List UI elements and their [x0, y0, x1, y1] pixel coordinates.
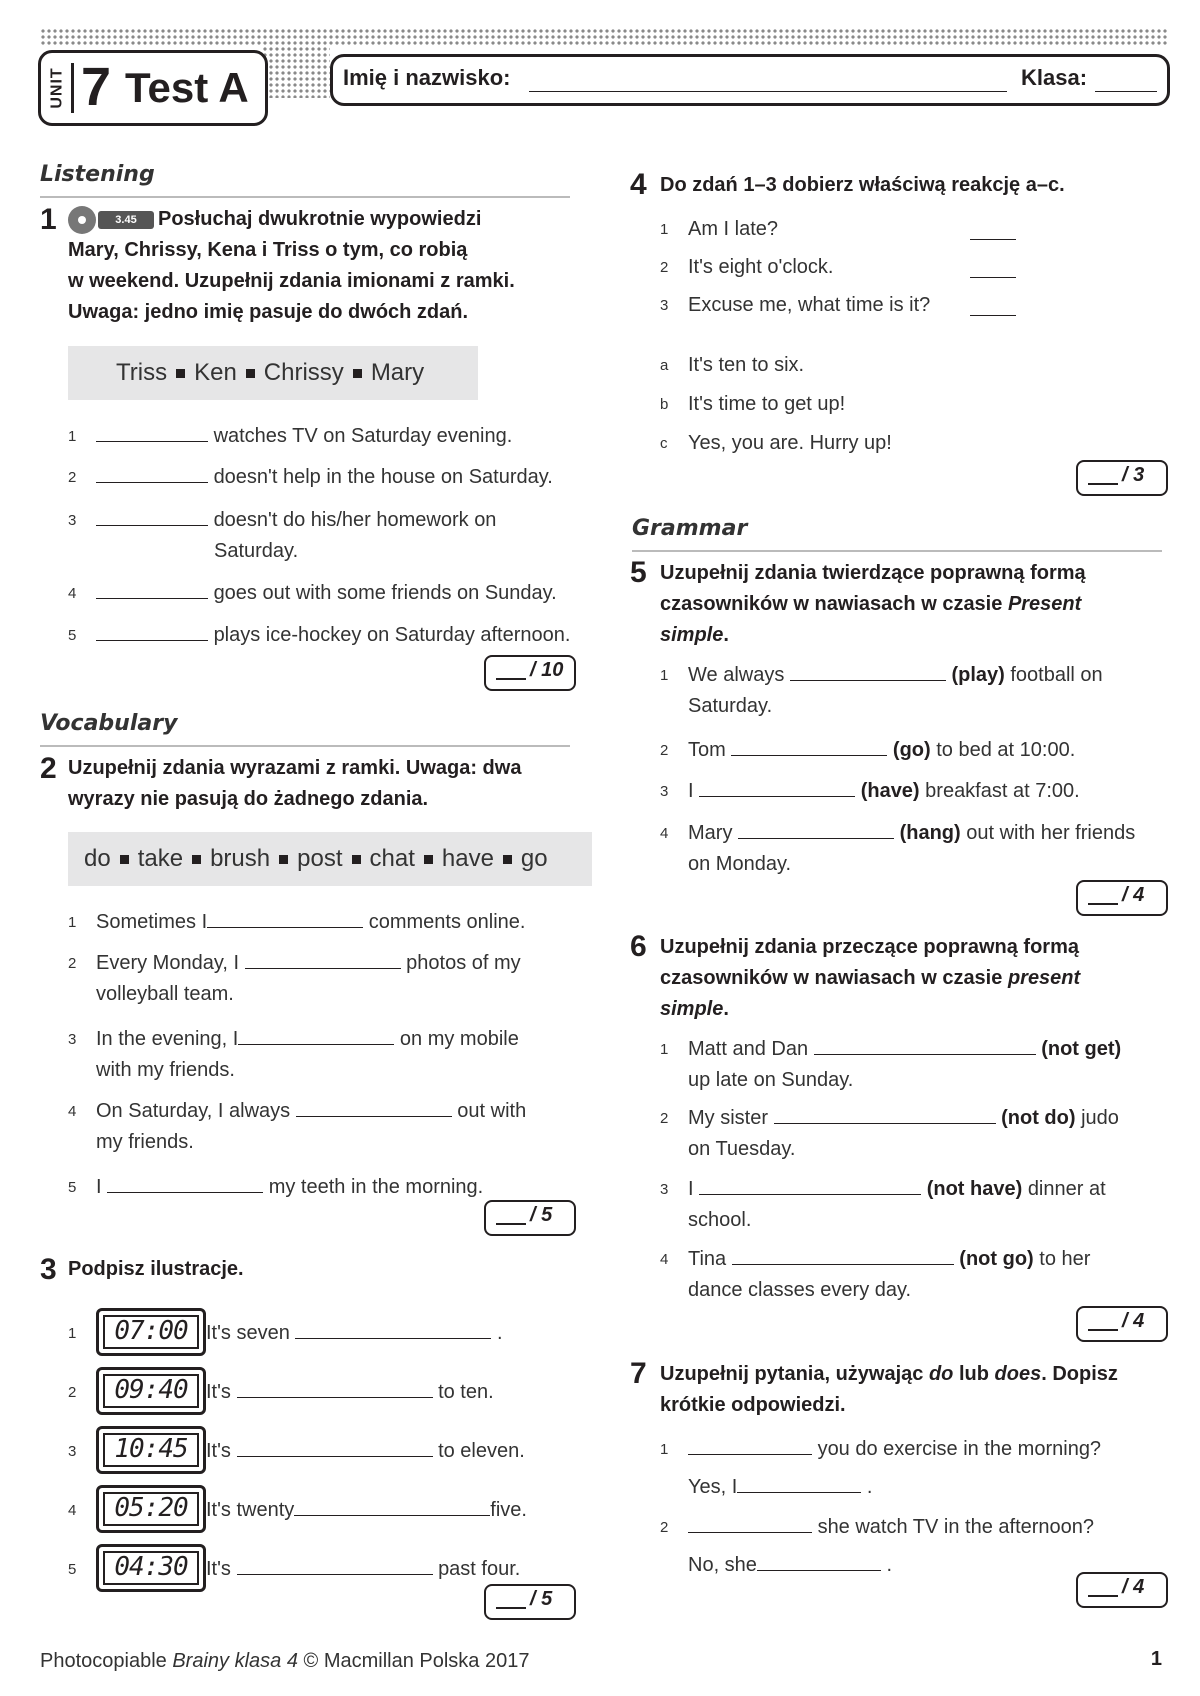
item-text: to eleven.: [438, 1440, 525, 1462]
item-text: Tom: [688, 739, 726, 761]
q6-number: 6: [630, 930, 647, 963]
page-number: 1: [1150, 1648, 1162, 1670]
q4-answer-text: Yes, you are. Hurry up!: [688, 432, 892, 454]
item-number: 2: [68, 1384, 77, 1401]
instruction-italic: simple: [660, 624, 724, 646]
item-text: Every Monday, I: [96, 952, 240, 974]
item-number: 4: [68, 585, 77, 602]
q4-answer-text: It's ten to six.: [688, 354, 805, 376]
word-separator: [246, 369, 255, 378]
item-number: 3: [68, 512, 77, 529]
digital-clock: [96, 1426, 206, 1474]
audio-cd-icon[interactable]: [68, 206, 96, 234]
score-text: / 4: [1122, 884, 1145, 906]
q7-number: 7: [630, 1357, 647, 1390]
q1-item: [96, 578, 557, 609]
item-number: 2: [660, 742, 669, 759]
name-field[interactable]: [529, 91, 1007, 92]
q6-instruction-line2: [660, 963, 1080, 994]
item-text: .: [886, 1554, 893, 1576]
item-number: 3: [68, 1443, 77, 1460]
section-divider: [632, 550, 1162, 552]
q4-item-text: Excuse me, what time is it?: [688, 294, 931, 316]
word-separator: [424, 855, 433, 864]
item-text-cont: Saturday.: [688, 695, 773, 717]
item-text: I: [688, 780, 694, 802]
item-number: 2: [68, 469, 77, 486]
answer-blank[interactable]: [96, 423, 208, 442]
item-number: 4: [660, 825, 669, 842]
item-text: It's twenty: [206, 1499, 295, 1521]
item-text: We always: [688, 664, 785, 686]
q2-item: [96, 907, 525, 938]
instruction-italic: simple: [660, 998, 724, 1020]
item-text-cont: on Monday.: [688, 853, 792, 875]
q5-instruction-line3: simple.: [660, 624, 729, 646]
item-text: comments online.: [368, 911, 526, 933]
score-text: / 4: [1122, 1576, 1145, 1598]
q2-score-box: [484, 1200, 576, 1236]
section-divider: [40, 196, 570, 198]
q3-item: [206, 1318, 503, 1349]
answer-blank[interactable]: [295, 1320, 491, 1339]
item-text: to her: [1039, 1248, 1091, 1270]
answer-blank[interactable]: [970, 221, 1016, 240]
item-text: doesn't help in the house on Saturday.: [213, 466, 553, 488]
score-text: / 5: [530, 1204, 553, 1226]
header-dot-pattern: [40, 28, 1168, 46]
item-text: It's: [206, 1440, 231, 1462]
q3-instruction: Podpisz ilustracje.: [68, 1258, 244, 1280]
answer-blank[interactable]: [699, 1176, 921, 1195]
item-number: 3: [660, 783, 669, 800]
item-text: judo: [1081, 1107, 1119, 1129]
clock-time: 10:45: [103, 1433, 199, 1467]
item-text-cont: Saturday.: [214, 540, 299, 562]
word-separator: [120, 855, 129, 864]
item-text: My sister: [688, 1107, 768, 1129]
item-number: 5: [68, 1179, 77, 1196]
item-text-cont: with my friends.: [96, 1059, 235, 1081]
q2-instruction-line2: wyrazy nie pasują do żadnego zdania.: [68, 788, 429, 810]
footer-book-title: Brainy klasa 4: [172, 1650, 298, 1672]
item-text-cont: on Tuesday.: [688, 1138, 796, 1160]
answer-blank[interactable]: [790, 662, 946, 681]
answer-blank[interactable]: [774, 1105, 996, 1124]
answer-blank[interactable]: [207, 909, 363, 928]
item-text: Sometimes I: [96, 911, 208, 933]
clock-time: 05:20: [103, 1492, 199, 1526]
item-text: you do exercise in the morning?: [817, 1438, 1102, 1460]
q1-score-box: [484, 655, 576, 691]
item-text: past four.: [438, 1558, 521, 1580]
q1-word-box: [68, 346, 478, 400]
q6-score-box: [1076, 1306, 1168, 1342]
clock-time: 09:40: [103, 1374, 199, 1408]
verb-hint: (play): [951, 664, 1005, 686]
answer-blank[interactable]: [814, 1036, 1036, 1055]
q1-instruction-line4: Uwaga: jedno imię pasuje do dwóch zdań.: [68, 301, 469, 323]
word: go: [520, 845, 548, 872]
verb-hint: (not do): [1001, 1107, 1076, 1129]
verb-hint: (hang): [899, 822, 961, 844]
item-number: 3: [660, 1181, 669, 1198]
item-text: on my mobile: [399, 1028, 519, 1050]
item-text: In the evening, I: [96, 1028, 239, 1050]
item-number: 2: [660, 259, 669, 276]
q4-item-text: Am I late?: [688, 218, 779, 240]
item-text: Matt and Dan: [688, 1038, 809, 1060]
item-number: 1: [660, 221, 669, 238]
q7-answer: [688, 1550, 892, 1581]
q3-item: [206, 1495, 527, 1526]
q1-item: [96, 505, 496, 536]
item-text: my teeth in the morning.: [268, 1176, 484, 1198]
item-text: .: [496, 1322, 503, 1344]
q1-instruction-line1: Posłuchaj dwukrotnie wypowiedzi: [158, 208, 482, 230]
instruction-text: lub: [958, 1363, 989, 1385]
answer-blank[interactable]: [732, 1246, 954, 1265]
answer-blank[interactable]: [757, 1552, 881, 1571]
item-text-cont: up late on Sunday.: [688, 1069, 854, 1091]
instruction-italic: does: [994, 1363, 1042, 1385]
item-text: Tina: [688, 1248, 727, 1270]
item-number: 5: [68, 1561, 77, 1578]
q4-number: 4: [630, 168, 647, 201]
word: brush: [210, 845, 271, 872]
section-grammar: Grammar: [632, 516, 748, 541]
q2-number: 2: [40, 752, 57, 785]
answer-blank[interactable]: [96, 464, 208, 483]
item-text: doesn't do his/her homework on: [213, 509, 497, 531]
verb-hint: (go): [892, 739, 931, 761]
q4-score-box: [1076, 460, 1168, 496]
item-number: 1: [68, 428, 77, 445]
digital-clock: [96, 1308, 206, 1356]
word: Mary: [370, 359, 425, 386]
clock-time: 04:30: [103, 1551, 199, 1585]
q2-word-box: [68, 832, 592, 886]
word: have: [441, 845, 494, 872]
item-text: photos of my: [406, 952, 521, 974]
q5-item: [688, 818, 1135, 849]
q5-instruction-line1: Uzupełnij zdania twierdzące poprawną formą: [660, 562, 1086, 584]
item-number: 3: [68, 1031, 77, 1048]
q5-item: [688, 660, 1103, 691]
q5-item: [688, 735, 1075, 766]
item-text: watches TV on Saturday evening.: [213, 425, 513, 447]
word: Triss: [116, 359, 168, 386]
header-dot-pattern-small: [262, 46, 330, 98]
item-text: I: [688, 1178, 694, 1200]
item-text: out with her friends: [966, 822, 1136, 844]
q3-score-box: [484, 1584, 576, 1620]
item-text: she watch TV in the afternoon?: [817, 1516, 1095, 1538]
answer-letter: b: [660, 396, 669, 413]
verb-hint: (not get): [1041, 1038, 1122, 1060]
q7-instruction-line1: [660, 1359, 1118, 1390]
q3-item: [206, 1377, 494, 1408]
q2-instruction-line1: Uzupełnij zdania wyrazami z ramki. Uwaga: dwa: [68, 757, 522, 779]
item-text: five.: [490, 1499, 527, 1521]
answer-blank[interactable]: [688, 1436, 812, 1455]
item-number: 2: [660, 1110, 669, 1127]
footer-text: Photocopiable: [40, 1650, 167, 1672]
item-text: breakfast at 7:00.: [925, 780, 1080, 802]
item-text: On Saturday, I always: [96, 1100, 291, 1122]
q1-instruction-line2: Mary, Chrissy, Kena i Triss o tym, co robią: [68, 239, 468, 261]
q5-instruction-line2: [660, 589, 1081, 620]
word: chat: [369, 845, 415, 872]
item-text-cont: dance classes every day.: [688, 1279, 912, 1301]
q7-answer: [688, 1472, 872, 1503]
score-text: / 10: [530, 659, 564, 681]
instruction-italic: Present: [1007, 593, 1082, 615]
verb-hint: (have): [860, 780, 920, 802]
digital-clock: [96, 1485, 206, 1533]
q7-score-box: [1076, 1572, 1168, 1608]
answer-blank[interactable]: [237, 1438, 433, 1457]
answer-blank[interactable]: [237, 1379, 433, 1398]
test-title: Test A: [125, 64, 249, 111]
q2-item: [96, 1024, 519, 1055]
instruction-text: czasowników w nawiasach w czasie: [660, 967, 1003, 989]
answer-blank[interactable]: [294, 1497, 490, 1516]
item-text: It's: [206, 1558, 231, 1580]
item-text: to bed at 10:00.: [936, 739, 1076, 761]
answer-blank[interactable]: [731, 737, 887, 756]
word: Chrissy: [263, 359, 344, 386]
unit-number: 7: [81, 57, 112, 117]
q1-item: [96, 462, 553, 493]
q2-item: [96, 1172, 483, 1203]
section-listening: Listening: [40, 162, 155, 187]
q6-instruction-line3: simple.: [660, 998, 729, 1020]
q6-item: [688, 1034, 1121, 1065]
q4-item-text: It's eight o'clock.: [688, 256, 834, 278]
digital-clock: [96, 1544, 206, 1592]
answer-blank[interactable]: [96, 580, 208, 599]
item-text: Yes, I: [688, 1476, 738, 1498]
footer-credit: [40, 1650, 529, 1673]
item-text-cont: volleyball team.: [96, 983, 234, 1005]
score-text: / 3: [1122, 464, 1145, 486]
q1-item: [96, 421, 512, 452]
word-separator: [176, 369, 185, 378]
score-text: / 5: [530, 1588, 553, 1610]
digital-clock: [96, 1367, 206, 1415]
item-number: 1: [660, 1041, 669, 1058]
verb-hint: (not go): [959, 1248, 1034, 1270]
footer-text: © Macmillan Polska 2017: [303, 1650, 530, 1672]
q5-item: [688, 776, 1080, 807]
item-text: plays ice-hockey on Saturday afternoon.: [213, 624, 571, 646]
item-text: No, she: [688, 1554, 757, 1576]
item-text: .: [866, 1476, 873, 1498]
item-number: 4: [68, 1103, 77, 1120]
item-text: It's: [206, 1381, 231, 1403]
answer-letter: c: [660, 435, 668, 452]
word-separator: [353, 369, 362, 378]
item-number: 4: [660, 1251, 669, 1268]
item-number: 5: [68, 627, 77, 644]
item-text: out with: [457, 1100, 527, 1122]
answer-blank[interactable]: [237, 1556, 433, 1575]
item-text-cont: school.: [688, 1209, 752, 1231]
answer-blank[interactable]: [970, 297, 1016, 316]
word-separator: [503, 855, 512, 864]
item-number: 2: [68, 955, 77, 972]
word: do: [84, 845, 111, 872]
instruction-italic: present: [1007, 967, 1081, 989]
q7-instruction-line2: krótkie odpowiedzi.: [660, 1394, 846, 1416]
answer-blank[interactable]: [96, 507, 208, 526]
item-number: 3: [660, 297, 669, 314]
word: Ken: [194, 359, 237, 386]
item-number: 1: [660, 667, 669, 684]
q1-number: 1: [40, 203, 57, 236]
item-text: to ten.: [438, 1381, 494, 1403]
item-text: It's seven: [206, 1322, 290, 1344]
item-text: dinner at: [1027, 1178, 1106, 1200]
q3-number: 3: [40, 1253, 57, 1286]
q5-score-box: [1076, 880, 1168, 916]
q3-item: [206, 1436, 525, 1467]
item-text: goes out with some friends on Sunday.: [213, 582, 557, 604]
word-separator: [279, 855, 288, 864]
answer-blank[interactable]: [107, 1174, 263, 1193]
unit-divider: [71, 63, 74, 113]
instruction-text: . Dopisz: [1041, 1363, 1118, 1385]
q3-item: [206, 1554, 520, 1585]
answer-blank[interactable]: [737, 1474, 861, 1493]
q6-instruction-line1: Uzupełnij zdania przeczące poprawną formą: [660, 936, 1079, 958]
q1-instruction-line3: w weekend. Uzupełnij zdania imionami z ramki.: [68, 270, 515, 292]
instruction-text: Uzupełnij pytania, używając: [660, 1363, 924, 1385]
class-field[interactable]: [1095, 91, 1157, 92]
word-separator: [192, 855, 201, 864]
word: take: [137, 845, 184, 872]
q4-instruction: Do zdań 1–3 dobierz właściwą reakcję a–c.: [660, 174, 1065, 196]
item-text-cont: my friends.: [96, 1131, 194, 1153]
section-vocabulary: Vocabulary: [40, 711, 178, 736]
answer-blank[interactable]: [238, 1026, 394, 1045]
name-label: Imię i nazwisko:: [343, 65, 511, 90]
answer-letter: a: [660, 357, 669, 374]
q2-item: [96, 1096, 526, 1127]
item-number: 1: [68, 1325, 77, 1342]
score-text: / 4: [1122, 1310, 1145, 1332]
item-text: Mary: [688, 822, 733, 844]
student-info-box: [330, 54, 1170, 106]
q7-question: [688, 1512, 1094, 1543]
word: post: [297, 845, 343, 872]
answer-blank[interactable]: [699, 778, 855, 797]
q6-item: [688, 1244, 1090, 1275]
q6-item: [688, 1174, 1106, 1205]
item-number: 1: [68, 914, 77, 931]
item-number: 2: [660, 1519, 669, 1536]
verb-hint: (not have): [926, 1178, 1023, 1200]
q7-question: [688, 1434, 1101, 1465]
section-divider: [40, 745, 570, 747]
answer-blank[interactable]: [688, 1514, 812, 1533]
answer-blank[interactable]: [296, 1098, 452, 1117]
item-text: I: [96, 1176, 102, 1198]
q5-number: 5: [630, 556, 647, 589]
class-label: Klasa:: [1021, 65, 1088, 90]
answer-blank[interactable]: [245, 950, 401, 969]
q6-item: [688, 1103, 1119, 1134]
item-number: 1: [660, 1441, 669, 1458]
answer-blank[interactable]: [96, 622, 208, 641]
q4-answer-text: It's time to get up!: [688, 393, 846, 415]
item-text: football on: [1010, 664, 1103, 686]
audio-track-label: 3.45: [98, 211, 154, 229]
instruction-text: czasowników w nawiasach w czasie: [660, 593, 1003, 615]
q2-item: [96, 948, 521, 979]
unit-badge: [38, 50, 268, 126]
q1-item: [96, 620, 570, 651]
answer-blank[interactable]: [738, 820, 894, 839]
instruction-italic: do: [928, 1363, 954, 1385]
item-number: 4: [68, 1502, 77, 1519]
unit-label: UNIT: [49, 67, 67, 109]
answer-blank[interactable]: [970, 259, 1016, 278]
word-separator: [352, 855, 361, 864]
clock-time: 07:00: [103, 1315, 199, 1349]
